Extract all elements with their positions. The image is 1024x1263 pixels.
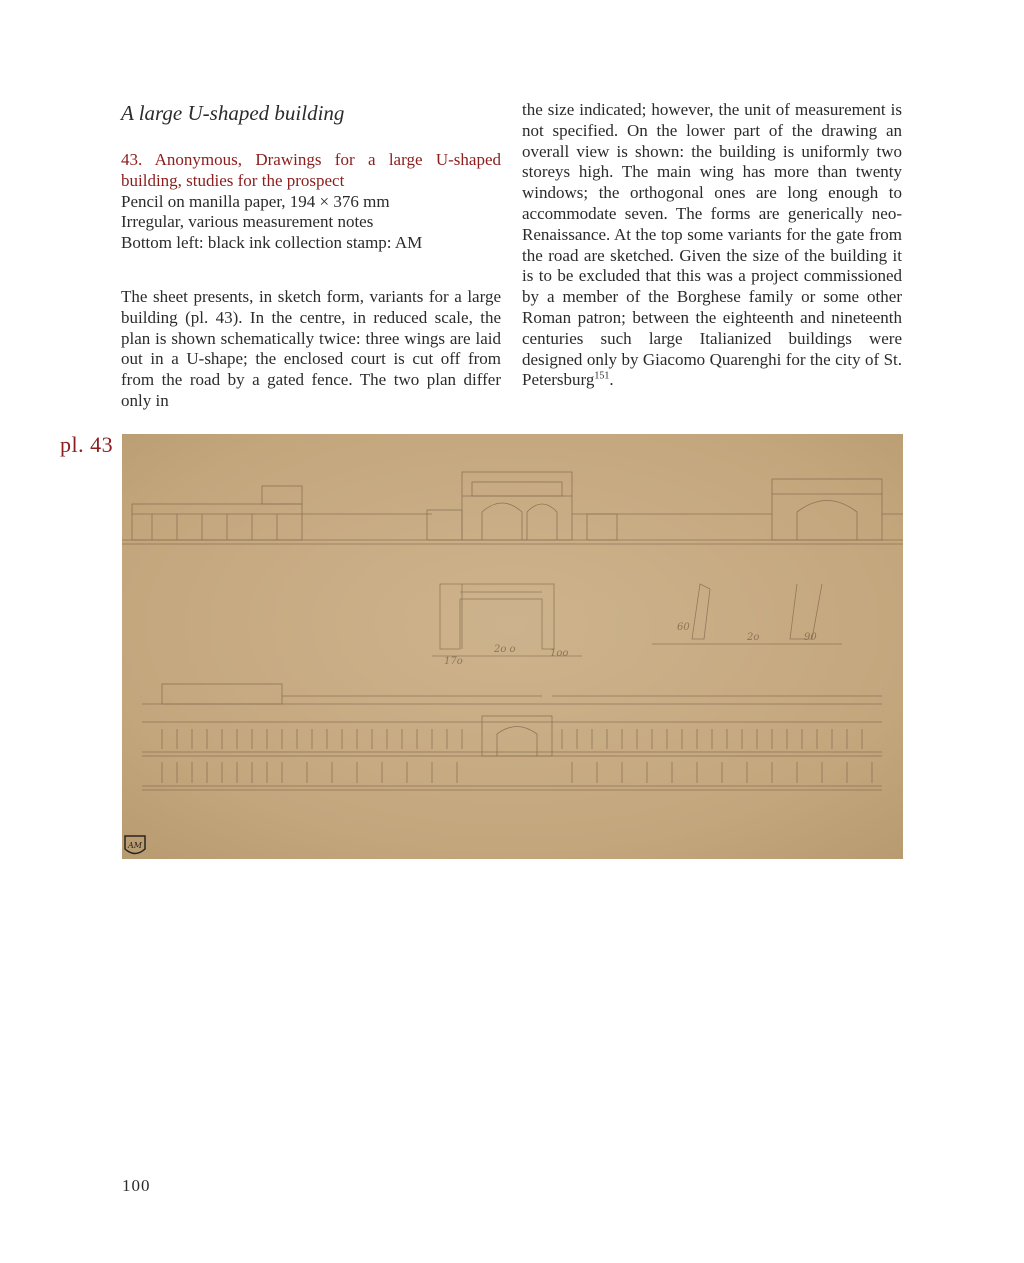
annotation-4: 60 xyxy=(677,622,690,633)
entry-notes: Irregular, various measurement notes xyxy=(121,212,374,232)
section-heading: A large U-shaped building xyxy=(121,101,345,125)
annotation-3: 1oo xyxy=(550,648,569,659)
page-number: 100 xyxy=(122,1176,151,1195)
entry-stamp: Bottom left: black ink collection stamp: AM xyxy=(121,233,423,253)
architectural-sketch xyxy=(122,434,903,859)
body-paragraph-right-text: the size indicated; however, the unit of measurement is not specified. On the lower part of the drawing an overall view is shown: the building is uniformly two storeys high. The main wing has more than twenty windows; the orthogonal ones are long enough to accommodate seven. The forms are generically neo-Renaissance. At the top some variants for the gate from the road are sketched. Given the size of the building it is to be excluded that this was a project commissioned by a member of the Borghese family or some other Roman patron; between the eighteenth and nineteenth centuries such large Italianized buildings were designed only by Giacomo Quarenghi for the city of St. Petersburg xyxy=(522,100,902,390)
body-paragraph-right xyxy=(522,100,902,391)
body-paragraph-left: The sheet presents, in sketch form, variants for a large building (pl. 43). In the centre, in reduced scale, the plan is shown schematically twice: three wings are laid out in a U-shape; the enclosed court is cut off from from the road by a gated fence. The two plan differ only in xyxy=(121,286,501,410)
entry-title: 43. Anonymous, Drawings for a large U-shaped building, studies for the prospect xyxy=(121,150,501,190)
annotation-5: 2o xyxy=(747,632,760,643)
footnote-ref: 151 xyxy=(594,370,610,382)
body-paragraph-right-end: . xyxy=(609,370,614,390)
annotation-6: 90 xyxy=(804,632,817,643)
body-column-right xyxy=(522,100,902,391)
collection-stamp-text: AM xyxy=(128,841,142,850)
catalogue-entry xyxy=(121,150,501,412)
plate-label: pl. 43 xyxy=(60,432,114,457)
annotation-2: 2o o xyxy=(494,644,516,655)
annotation-1: 17o xyxy=(444,656,463,667)
plate-image xyxy=(122,434,903,859)
entry-medium: Pencil on manilla paper, 194 × 376 mm xyxy=(121,191,390,211)
